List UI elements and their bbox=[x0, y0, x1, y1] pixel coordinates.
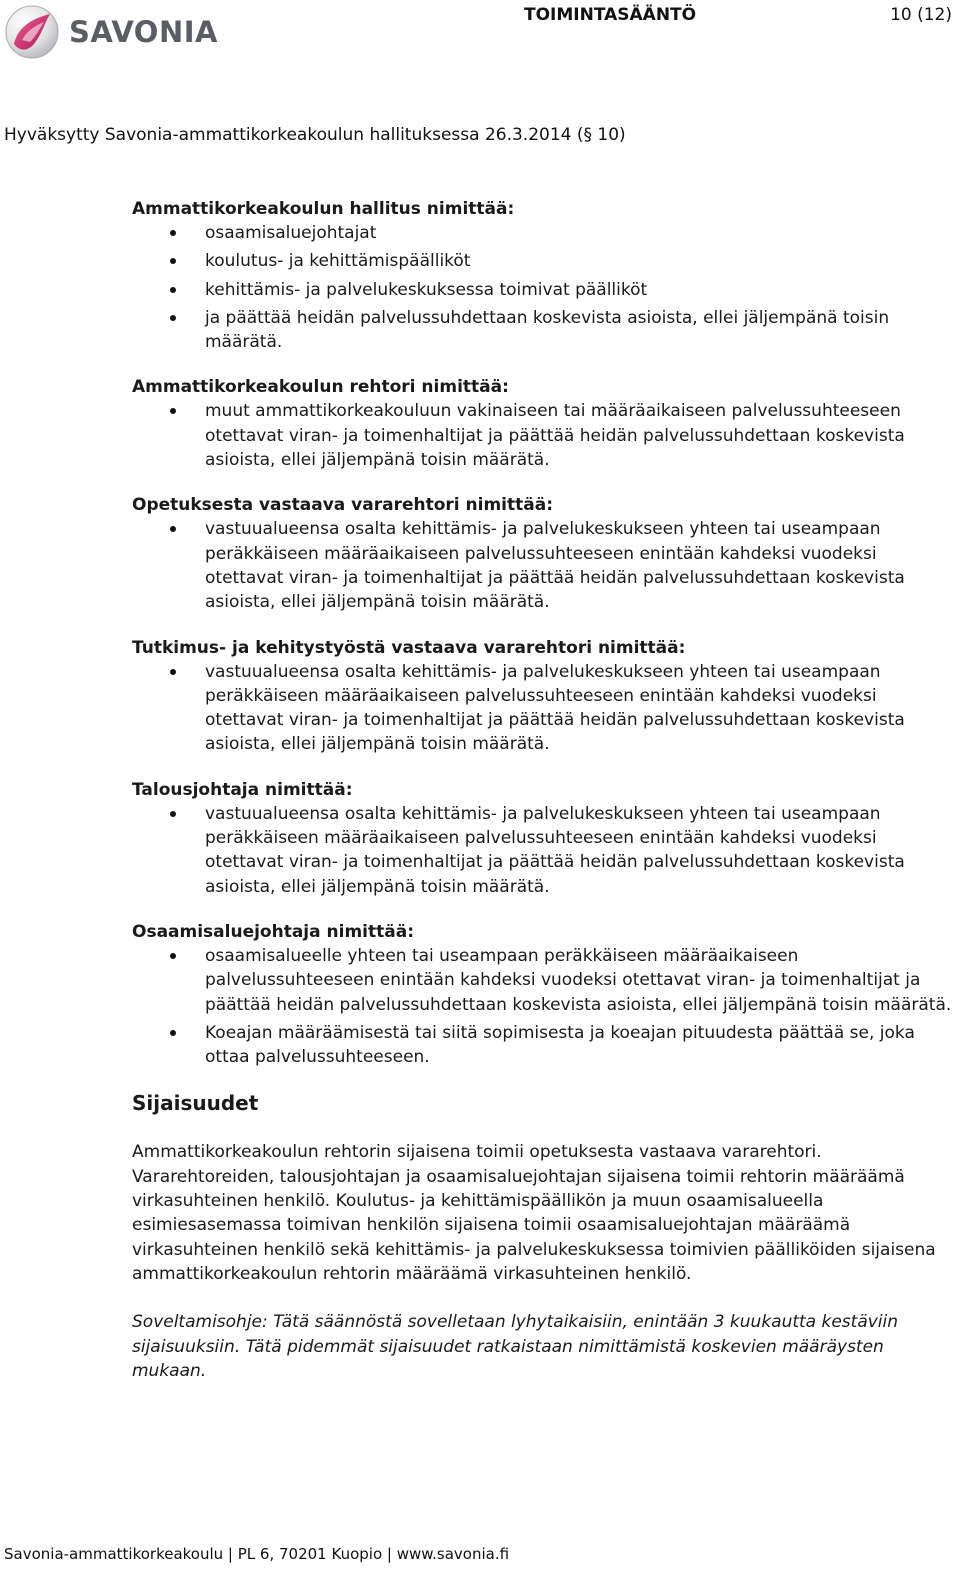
bullet-list bbox=[132, 802, 952, 899]
paragraph-line: virkasuhteinen henkilö. Koulutus- ja kehittämispäällikön ja muun osaamisalueella bbox=[132, 1191, 824, 1212]
paragraph-line: Vararehtoreiden, talousjohtajan ja osaamisaluejohtajan sijaisena toimii rehtorin määräämä bbox=[132, 1166, 905, 1187]
savonia-logo bbox=[4, 4, 218, 60]
section-board bbox=[132, 197, 952, 354]
list-item: Koeajan määräämisestä tai siitä sopimisesta ja koeajan pituudesta päättää se, joka ottaa palvelussuhteeseen. bbox=[132, 1021, 952, 1070]
document-type: TOIMINTASÄÄNTÖ bbox=[524, 5, 697, 25]
section-vice-rector-education bbox=[132, 493, 952, 614]
list-item: vastuualueensa osalta kehittämis- ja palvelukeskukseen yhteen tai useampaan peräkkäiseen määräaikaiseen palvelussuhteeseen enintään kahdeksi vuodeksi otettavat viran- ja toimenhaltijat ja päättää heidän palvelussuhdettaan koskevista asioista, ellei jäljempänä toisin määrätä. bbox=[132, 660, 952, 757]
paragraph-line: ammattikorkeakoulun rehtorin määräämä virkasuhteinen henkilö. bbox=[132, 1263, 692, 1284]
page-number: 10 (12) bbox=[890, 5, 952, 25]
substitutes-heading: Sijaisuudet bbox=[132, 1091, 259, 1116]
bullet-list bbox=[132, 944, 952, 1069]
logo-wordmark: SAVONIA bbox=[69, 15, 218, 49]
bullet-list bbox=[132, 399, 952, 472]
approval-line: Hyväksytty Savonia-ammattikorkeakoulun hallituksessa 26.3.2014 (§ 10) bbox=[4, 125, 626, 145]
section-heading: Tutkimus- ja kehitystyöstä vastaava vararehtori nimittää: bbox=[132, 637, 686, 658]
paragraph-line: Ammattikorkeakoulun rehtorin sijaisena toimii opetuksesta vastaava vararehtori. bbox=[132, 1142, 822, 1163]
list-item: vastuualueensa osalta kehittämis- ja palvelukeskukseen yhteen tai useampaan peräkkäiseen määräaikaiseen palvelussuhteeseen enintään kahdeksi vuodeksi otettavat viran- ja toimenhaltijat ja päättää heidän palvelussuhdettaan koskevista asioista, ellei jäljempänä toisin määrätä. bbox=[132, 517, 952, 614]
list-item: vastuualueensa osalta kehittämis- ja palvelukeskukseen yhteen tai useampaan peräkkäiseen määräaikaiseen palvelussuhteeseen enintään kahdeksi vuodeksi otettavat viran- ja toimenhaltijat ja päättää heidän palvelussuhdettaan koskevista asioista, ellei jäljempänä toisin määrätä. bbox=[132, 802, 952, 899]
application-note: Soveltamisohje: Tätä säännöstä sovelletaan lyhytaikaisiin, enintään 3 kuukautta kestäviin sijaisuuksiin. Tätä pidemmät sijaisuudet ratkaistaan nimittämistä koskevien määräysten mukaan. bbox=[132, 1312, 899, 1381]
savonia-logo-icon bbox=[4, 4, 60, 60]
paragraph-line: virkasuhteinen henkilö sekä kehittämis- ja palvelukeskuksessa toimivien päälliköiden sijaisena bbox=[132, 1239, 936, 1260]
section-rector bbox=[132, 375, 952, 472]
section-area-director bbox=[132, 920, 952, 1069]
section-vice-rector-research bbox=[132, 636, 952, 757]
section-heading: Talousjohtaja nimittää: bbox=[132, 779, 353, 800]
section-finance-director bbox=[132, 778, 952, 899]
list-item: ja päättää heidän palvelussuhdettaan koskevista asioista, ellei jäljempänä toisin määrätä. bbox=[132, 306, 952, 355]
section-heading: Ammattikorkeakoulun hallitus nimittää: bbox=[132, 199, 515, 219]
section-heading: Osaamisaluejohtaja nimittää: bbox=[132, 921, 414, 942]
page-footer: Savonia-ammattikorkeakoulu | PL 6, 70201 Kuopio | www.savonia.fi bbox=[4, 1545, 510, 1563]
bullet-list bbox=[132, 221, 952, 354]
list-item: osaamisaluejohtajat bbox=[132, 221, 952, 245]
list-item: osaamisalueelle yhteen tai useampaan peräkkäiseen määräaikaiseen palvelussuhteeseen enintään kahdeksi vuodeksi otettavat viran- ja toimenhaltijat ja päättää heidän palvelussuhdettaan koskevista asioista, ellei jäljempänä toisin määrätä. bbox=[132, 944, 952, 1017]
list-item: kehittämis- ja palvelukeskuksessa toimivat päälliköt bbox=[132, 278, 952, 302]
list-item: koulutus- ja kehittämispäälliköt bbox=[132, 249, 952, 273]
list-item: muut ammattikorkeakouluun vakinaiseen tai määräaikaiseen palvelussuhteeseen otettavat viran- ja toimenhaltijat ja päättää heidän palvelussuhdettaan koskevista asioista, ellei jäljempänä toisin määrätä. bbox=[132, 399, 952, 472]
bullet-list bbox=[132, 517, 952, 614]
section-heading: Opetuksesta vastaava vararehtori nimittää: bbox=[132, 495, 554, 516]
paragraph-line: esimiesasemassa toimivan henkilön sijaisena toimii osaamisaluejohtajan määräämä bbox=[132, 1215, 851, 1236]
document-body bbox=[132, 197, 952, 1383]
substitutes-paragraph bbox=[132, 1140, 952, 1286]
bullet-list bbox=[132, 660, 952, 757]
section-heading: Ammattikorkeakoulun rehtori nimittää: bbox=[132, 377, 509, 398]
